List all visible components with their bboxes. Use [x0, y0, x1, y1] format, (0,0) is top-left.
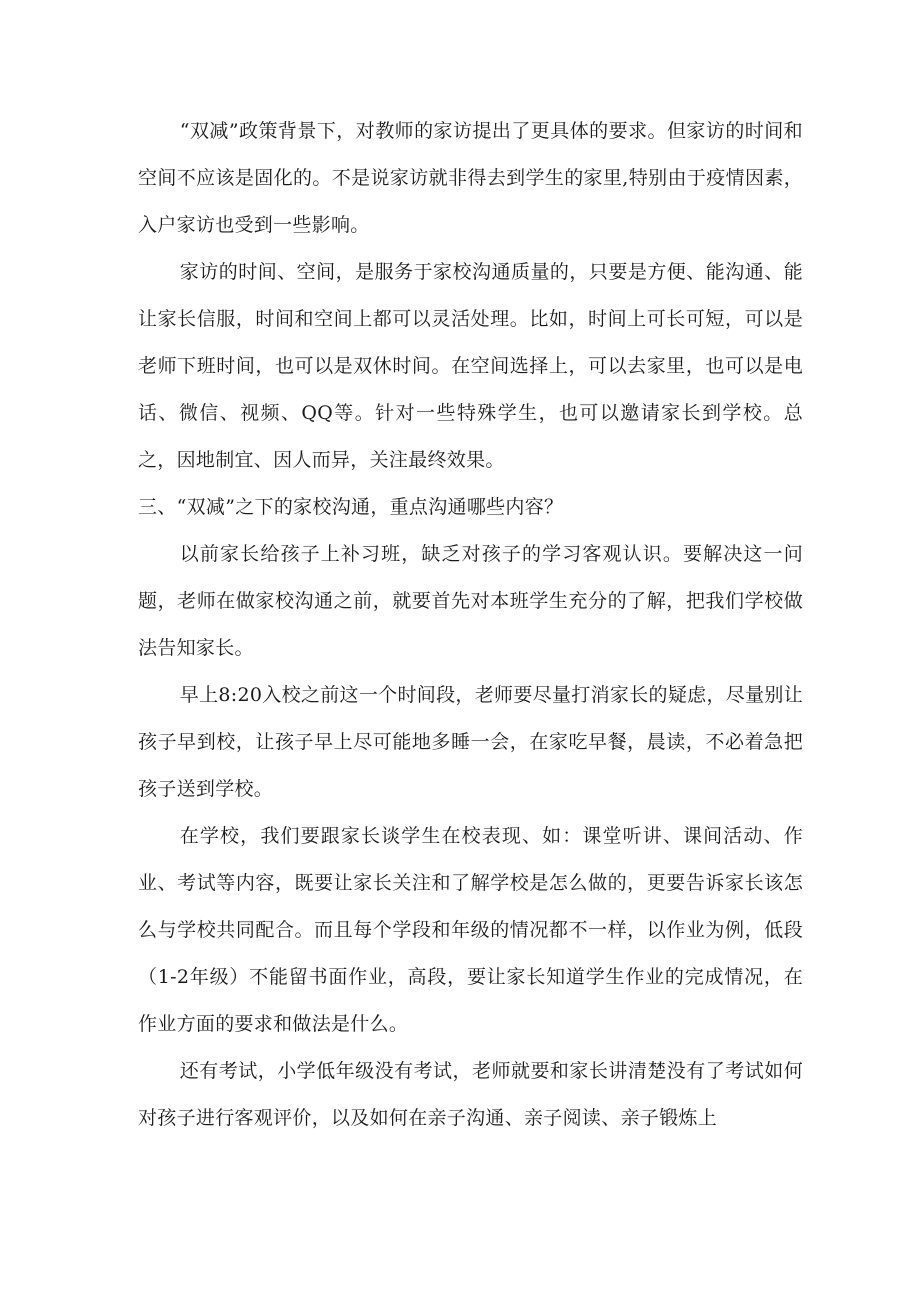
paragraph-2: 家访的时间、空间，是服务于家校沟通质量的，只要是方便、能沟通、能让家长信服，时间和空间上都可以灵活处理。比如，时间上可长可短，可以是老师下班时间，也可以是双休时间。在空间选择上，可以去家里，也可以是电话、微信、视频、QQ等。针对一些特殊学生，也可以邀请家长到学校。总之，因地制宜、因人而异，关注最终效果。: [138, 261, 803, 471]
paragraph-1: “双减”政策背景下，对教师的家访提出了更具体的要求。但家访的时间和空间不应该是固化的。不是说家访就非得去到学生的家里,特别由于疫情因素，入户家访也受到一些影响。: [138, 120, 803, 236]
paragraph-6: 还有考试，小学低年级没有考试，老师就要和家长讲清楚没有了考试如何对孩子进行客观评价，以及如何在亲子沟通、亲子阅读、亲子锻炼上: [138, 1060, 803, 1129]
paragraph-3: 以前家长给孩子上补习班，缺乏对孩子的学习客观认识。要解决这一问题，老师在做家校沟通之前，就要首先对本班学生充分的了解，把我们学校做法告知家长。: [138, 543, 803, 659]
document-body: [138, 108, 803, 1142]
paragraph-4: 早上8:20入校之前这一个时间段，老师要尽量打消家长的疑虑，尽量别让孩子早到校，让孩子早上尽可能地多睡一会，在家吃早餐，晨读，不必着急把孩子送到学校。: [138, 684, 803, 800]
paragraph-5: 在学校，我们要跟家长谈学生在校表现、如：课堂听讲、课间活动、作业、考试等内容，既要让家长关注和了解学校是怎么做的，更要告诉家长该怎么与学校共同配合。而且每个学段和年级的情况都不一样，以作业为例，低段（1-2年级）不能留书面作业，高段，要让家长知道学生作业的完成情况，在作业方面的要求和做法是什么。: [138, 825, 803, 1035]
section-heading-3: 三、“双减”之下的家校沟通，重点沟通哪些内容？: [138, 496, 564, 518]
